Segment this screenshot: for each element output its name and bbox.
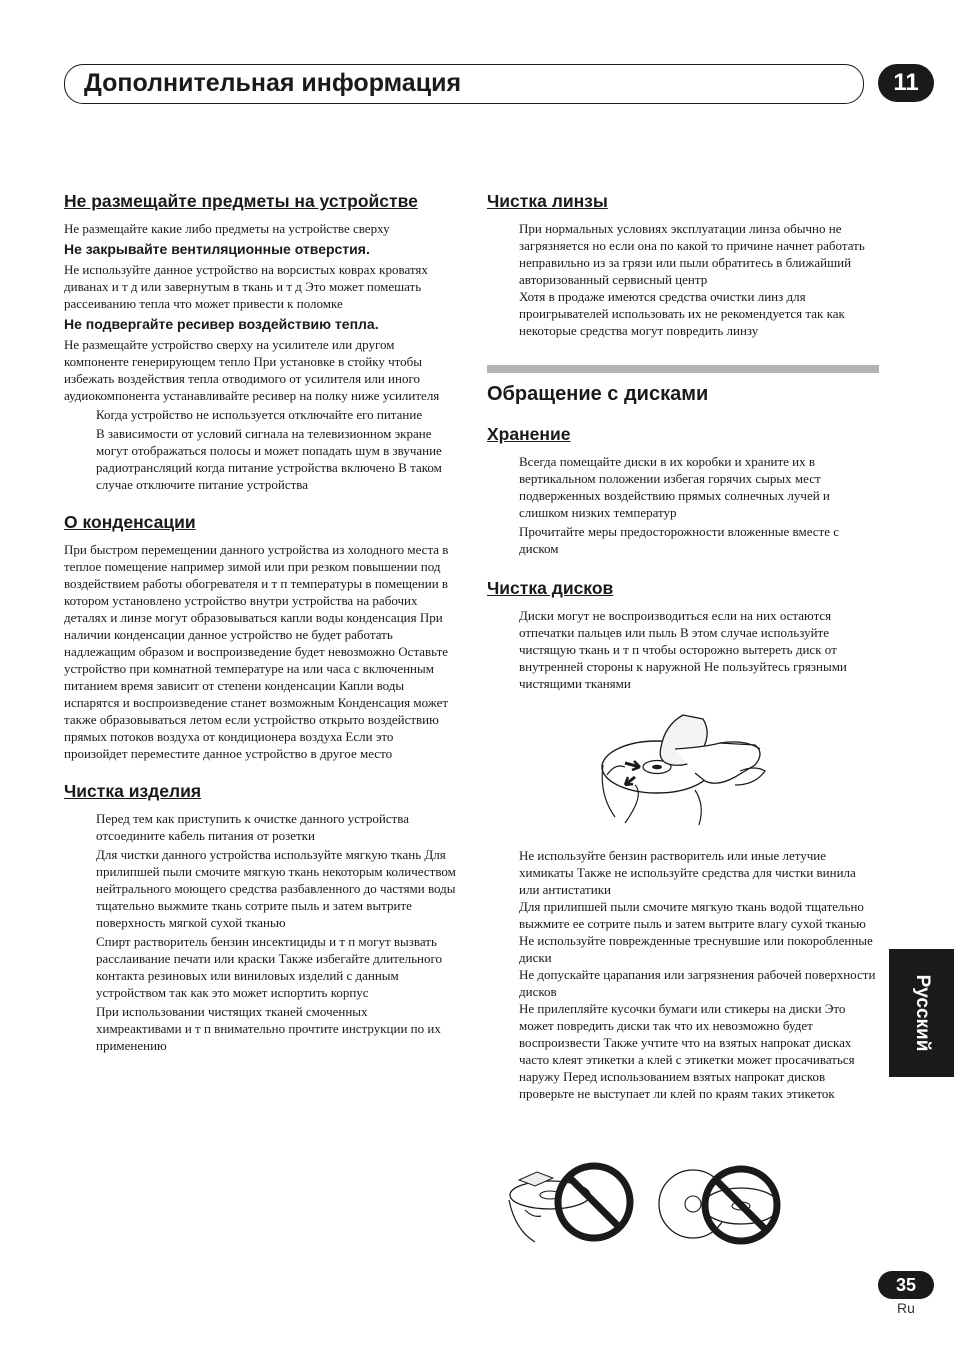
left-column — [64, 190, 456, 1054]
paragraph: При нормальных условиях эксплуатации линза обычно не загрязняется но если она по какой то причине начнет работать неправильно из за грязи или пыли обратитесь в ближайший авторизованный сервисный центр — [519, 221, 865, 287]
page-language: Ru — [897, 1300, 915, 1316]
right-column — [487, 190, 879, 1102]
bullet-item: Не допускайте царапания или загрязнения рабочей поверхности дисков — [519, 967, 876, 999]
disc-wiping-illustration — [595, 705, 785, 830]
paragraph: Хотя в продаже имеются средства очистки линз для проигрывателей использовать их не рекомендуется так как некоторые средства могут повредить линзу — [519, 289, 845, 338]
bullet-item: Не используйте бензин растворитель или иные летучие химикаты Также не используйте средства для чистки винила или антистатики — [519, 848, 856, 897]
bullet-item: В зависимости от условий сигнала на телевизионном экране могут отображаться полосы и может попадать шум в звучание радиотрансляций когда питание устройства включено В таком случае отключите питание устройства — [96, 426, 442, 492]
paragraph: Не размещайте какие либо предметы на устройстве сверху — [64, 221, 390, 236]
bullet-item: Для прилипшей пыли смочите мягкую ткань водой тщательно выжмите ее сотрите пыль и затем вытрите влагу сухой тканью — [519, 899, 866, 931]
language-tab — [889, 949, 954, 1077]
bullet-item: Не используйте поврежденные треснувшие или покоробленные диски — [519, 933, 873, 965]
language-tab-label: Русский — [911, 974, 933, 1052]
bullet-item: Всегда помещайте диски в их коробки и храните их в вертикальном положении избегая горячих сырых мест подверженных воздействию прямых солнечных лучей и слишком низких температур — [519, 454, 830, 520]
chapter-number: 11 — [878, 64, 934, 102]
section-title-storage: Хранение — [487, 424, 571, 444]
subheading-heat: Не подвергайте ресивер воздействию тепла. — [64, 316, 379, 332]
bullet-item: При использовании чистящих тканей смоченных химреактивами и т п внимательно прочтите инструкции по их применению — [96, 1004, 441, 1053]
section-title-lens-cleaning: Чистка линзы — [487, 191, 608, 211]
section-title-disc-handling: Обращение с дисками — [487, 383, 709, 405]
bullet-item: Спирт растворитель бензин инсектициды и т п могут вызвать расслаивание печати или краски Также избегайте длительного контакта резиновых или виниловых изделий с данным устройством так как это может испортить корпус — [96, 934, 442, 1000]
bullet-item: Прочитайте меры предосторожности вложенные вместе с диском — [519, 524, 840, 556]
bullet-item: Диски могут не воспроизводиться если на них остаются отпечатки пальцев или пыль В этом случае используйте чистящую ткань и т п чтобы осторожно вытереть диск от внутренней стороны к наружной Не пользуйтесь грязными чистящими тканями — [519, 608, 847, 691]
bullet-item: Не прилепляйте кусочки бумаги или стикеры на диски Это может повредить диски так что их невозможно будет воспроизвести Также учтите что на взятых напрокат дисках часто клеят этикетки а клей с этикетки может просачиваться наружу Перед использованием взятых напрокат дисков проверьте не выступает ли клей по краям таких этикеток — [519, 1001, 855, 1101]
page-number: 35 — [878, 1271, 934, 1299]
subheading-ventilation: Не закрывайте вентиляционные отверстия. — [64, 241, 370, 257]
section-title-disc-cleaning: Чистка дисков — [487, 578, 614, 598]
prohibited-disc-illustrations — [505, 1160, 785, 1250]
paragraph: Не используйте данное устройство на ворсистых коврах кроватях диванах и т д или завернутым в ткань и т д Это может помешать рассеиванию тепла что может привести к поломке — [64, 262, 428, 311]
section-title-placement: Не размещайте предметы на устройстве — [64, 191, 418, 211]
bullet-item: Когда устройство не используется отключайте его питание — [96, 407, 423, 422]
paragraph: При быстром перемещении данного устройства из холодного места в теплое помещение например зимой или при резком повышении под воздействием работы обогревателя и т п температуры в помещении в котором установлено устройство внутри устройства на рабочих деталях и линзе могут образовываться капли воды конденсация При наличии конденсации данное устройство не будет работать надлежащим образом и воспроизведение будет невозможно Оставьте устройство при комнатной температуре на или часа с включенным питанием время зависит от степени конденсации Капли воды испарятся и воспроизведение станет возможным Конденсация может также образовываться летом если устройство открыто воздействию прямых потоков воздуха от кондиционера воздуха Если это произойдет переместите данное устройство в другое место — [64, 542, 449, 761]
section-title-product-cleaning: Чистка изделия — [64, 781, 202, 801]
bullet-item: Перед тем как приступить к очистке данного устройства отсоедините кабель питания от розетки — [96, 811, 409, 843]
section-title-condensation: О конденсации — [64, 512, 196, 532]
page-title: Дополнительная информация — [84, 69, 462, 97]
bullet-item: Для чистки данного устройства используйте мягкую ткань Для прилипшей пыли смочите мягкую ткань некоторым количеством нейтрального моющего средства разбавленного до частями воды тщательно выжмите ткань сотрите пыль и затем вытрите поверхность мягкой сухой тканью — [96, 847, 456, 930]
paragraph: Не размещайте устройство сверху на усилителе или другом компоненте генерирующем тепло При установке в стойку чтобы избежать воздействия тепла отводимого от усилителя или иного аудиокомпонента устанавливайте ресивер на полку ниже усилителя — [64, 337, 440, 403]
section-divider — [487, 365, 879, 373]
